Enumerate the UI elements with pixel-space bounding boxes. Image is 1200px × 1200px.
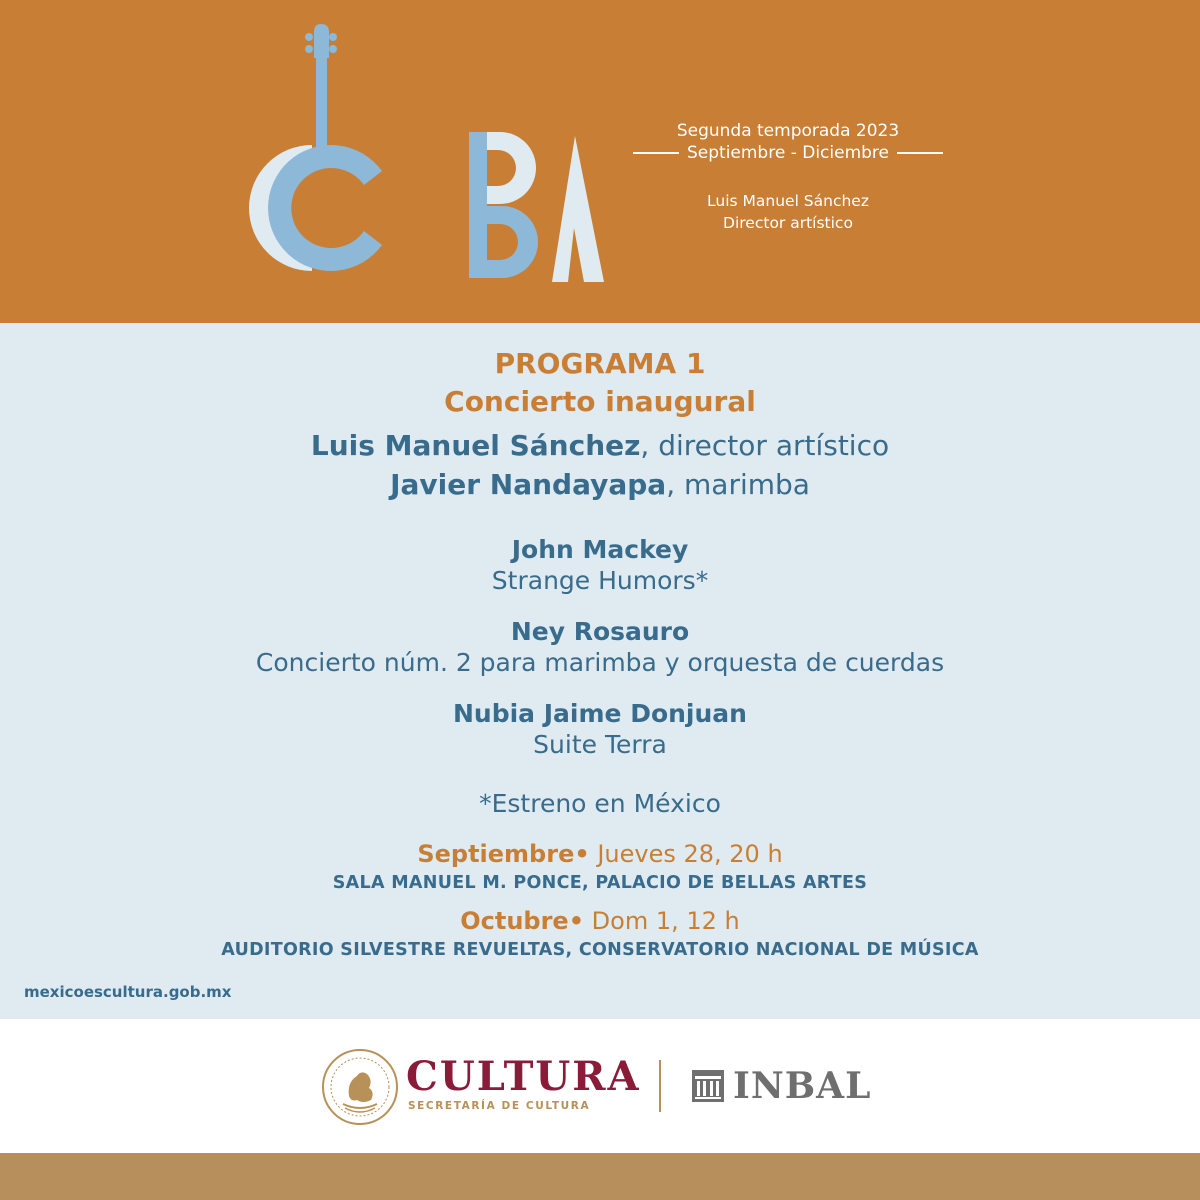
secretaria-label: SECRETARÍA DE CULTURA [408,1100,591,1112]
season-title: Segunda temporada 2023 [676,121,900,141]
director-role: Director artístico [723,214,853,232]
credit-role: , director artístico [640,429,890,462]
ocba-logo [240,20,620,295]
season-info [620,120,956,234]
credit-name: Javier Nandayapa [390,468,667,501]
website-link[interactable]: mexicoescultura.gob.mx [24,983,232,1001]
divider-line-left [633,152,679,154]
season-range-row [620,142,956,164]
header-banner [0,0,1200,323]
program-content [0,323,1200,1019]
credit-line-2 [0,466,1200,504]
date-bullet: • [574,840,590,868]
credit-name: Luis Manuel Sánchez [310,429,641,462]
program-subtitle: Concierto inaugural [444,385,756,418]
palacio-bellas-artes-icon [692,1070,724,1102]
composer-name: Nubia Jaime Donjuan [453,699,747,728]
season-range: Septiembre - Diciembre [686,143,890,163]
venue-1: SALA MANUEL M. PONCE, PALACIO DE BELLAS ARTES [332,873,868,893]
composer-name: Ney Rosauro [510,617,690,646]
cultura-wordmark: CULTURA [406,1053,641,1100]
bottom-band [0,1153,1200,1200]
date-month: Octubre [460,907,569,935]
date-month: Septiembre [417,840,575,868]
inbal-wordmark: INBAL [733,1065,872,1107]
mexico-seal-icon [321,1048,399,1126]
date-time: Dom 1, 12 h [584,907,740,935]
director-name: Luis Manuel Sánchez [707,192,869,210]
director-block [620,190,956,234]
date-bullet: • [568,907,585,935]
credit-line-1 [0,427,1200,465]
program-label: PROGRAMA 1 [494,347,706,380]
composer-name: John Mackey [511,535,689,564]
credit-role: , marimba [666,468,810,501]
date-time: Jueves 28, 20 h [589,840,783,868]
venue-2: AUDITORIO SILVESTRE REVUELTAS, CONSERVATORIO NACIONAL DE MÚSICA [221,940,979,960]
work-title: Strange Humors* [491,566,709,595]
work-title: Concierto núm. 2 para marimba y orquesta de cuerdas [255,648,945,677]
footer-logos [0,1019,1200,1153]
work-title: Suite Terra [533,730,667,759]
date-line-1 [0,839,1200,869]
divider-line-right [897,152,943,154]
date-line-2 [0,906,1200,936]
premiere-note: *Estreno en México [479,789,721,818]
footer-divider [659,1060,661,1112]
